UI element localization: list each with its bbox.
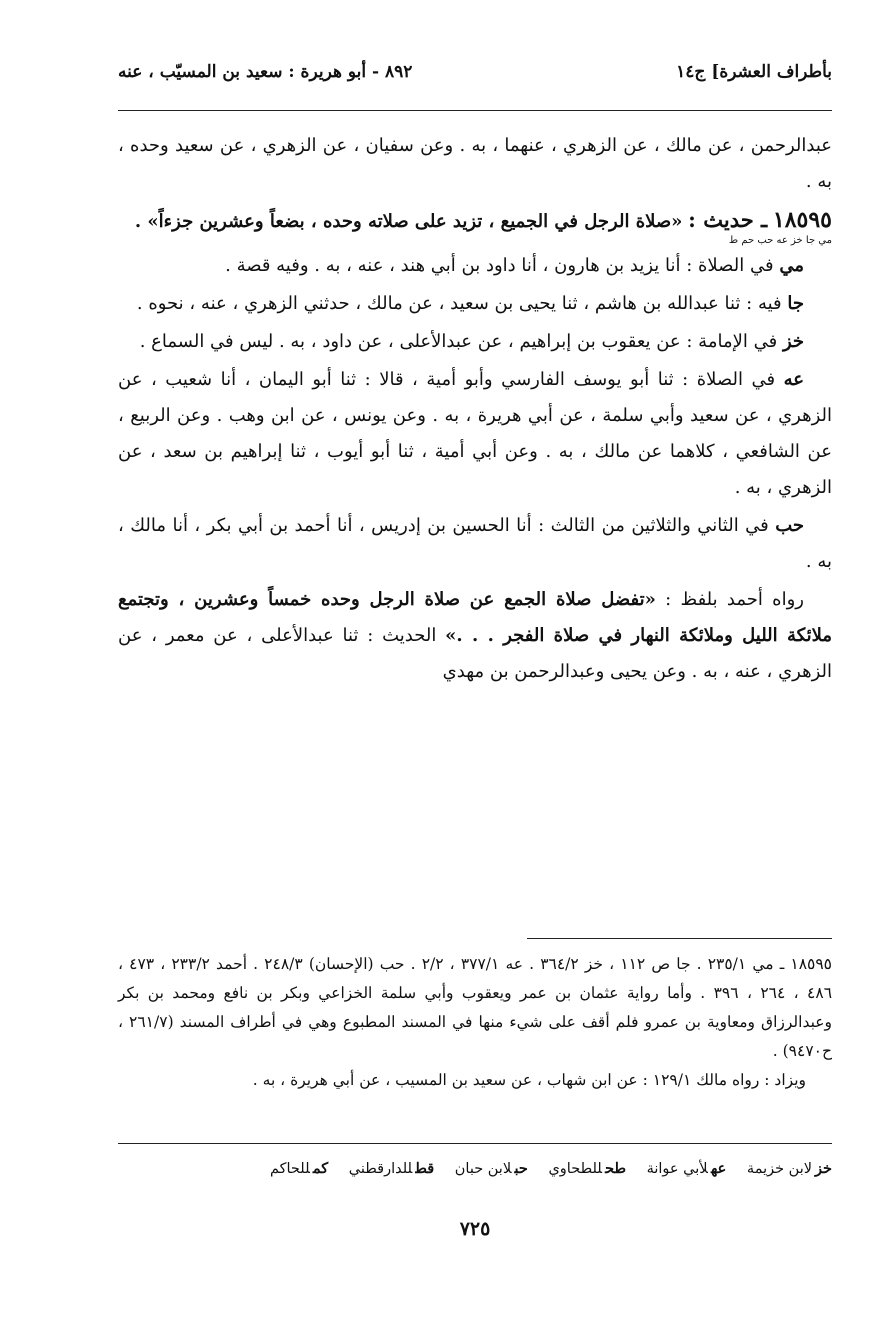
header-chapter-title: ٨٩٢ - أبو هريرة : سعيد بن المسيّب ، عنه bbox=[118, 62, 413, 82]
legend-item bbox=[455, 1160, 528, 1177]
hadith-text: «صلاة الرجل في الجميع ، تزيد على صلاته وحده ، بضعاً وعشرين جزءاً» . bbox=[134, 211, 683, 232]
legend-abbr: حب bbox=[514, 1160, 528, 1177]
legend-name: لابن حبان bbox=[454, 1161, 512, 1177]
abbreviation-legend bbox=[118, 1160, 832, 1177]
legend-abbr: خز bbox=[815, 1160, 832, 1177]
legend-abbr: كم bbox=[312, 1160, 329, 1177]
header-book-title: بأطراف العشرة] ج١٤ bbox=[676, 62, 832, 82]
hadith-label: ـ حديث : bbox=[688, 207, 768, 232]
footnotes bbox=[118, 950, 832, 1095]
source-text: في الإمامة : عن يعقوب بن إبراهيم ، عن عبدالأعلى ، عن داود ، به . ليس في السماع . bbox=[139, 331, 778, 352]
source-paragraph bbox=[118, 324, 832, 360]
source-text: في الثاني والثلاثين من الثالث : أنا الحسين بن إدريس ، أنا أحمد بن أبي بكر ، أنا مالك ، به . bbox=[118, 515, 832, 572]
source-siglum: جا bbox=[787, 293, 804, 314]
ahmad-rest: الحديث : ثنا عبدالأعلى ، عن معمر ، عن الزهري ، عنه ، به . وعن يحيى وعبدالرحمن بن مهدي bbox=[118, 625, 832, 682]
legend-item bbox=[747, 1160, 832, 1177]
legend-item bbox=[647, 1160, 727, 1177]
footnote: ويزاد : رواه مالك ١٢٩/١ : عن ابن شهاب ، عن سعيد بن المسيب ، عن أبي هريرة ، به . bbox=[252, 1071, 806, 1089]
legend-abbr: عه bbox=[710, 1160, 727, 1177]
source-paragraph bbox=[118, 508, 832, 580]
ahmad-prefix: رواه أحمد بلفظ : bbox=[665, 589, 804, 610]
source-paragraph bbox=[118, 286, 832, 322]
source-siglum: عه bbox=[783, 369, 804, 390]
legend-name: للطحاوي bbox=[548, 1161, 603, 1177]
hadith-number: ١٨٥٩٥ bbox=[772, 207, 832, 233]
legend-name: للدارقطني bbox=[348, 1161, 413, 1177]
hadith-sigla: مي جا خز عه حب حم ط bbox=[728, 235, 832, 246]
footnote-divider bbox=[527, 938, 832, 939]
running-header bbox=[118, 62, 832, 92]
legend-divider bbox=[118, 1143, 832, 1144]
main-text bbox=[118, 128, 832, 692]
legend-abbr: طح bbox=[605, 1160, 626, 1177]
legend-name: لأبي عوانة bbox=[646, 1161, 708, 1177]
source-text: في الصلاة : أنا يزيد بن هارون ، أنا داود بن أبي هند ، عنه ، به . وفيه قصة . bbox=[225, 255, 774, 276]
legend-item bbox=[270, 1160, 328, 1177]
source-siglum: خز bbox=[782, 331, 804, 352]
legend-name: لابن خزيمة bbox=[746, 1161, 813, 1177]
header-divider bbox=[118, 110, 832, 111]
page-number: ٧٢٥ bbox=[459, 1218, 491, 1240]
footnote: ١٨٥٩٥ ـ مي ٢٣٥/١ . جا ص ١١٢ ، خز ٣٦٤/٢ . عه ٣٧٧/١ ، ٢/٢ . حب (الإحسان) ٢٤٨/٣ . أحمد ٢٣٣/٢ ، ٤٧٣ ، ٤٨٦ ، ٢٦٤ ، ٣٩٦ . وأما رواية عثمان بن عمر ويعقوب وأبي سلمة الخزاعي وبكر بن نافع ومحمد بن بكر وعبدالرزاق ومعاوية بن عمرو فلم أقف على شيء منها في المسند المطبوع وهي في أطراف المسند (٢٦١/٧ ، ح٩٤٧٠) . bbox=[118, 955, 833, 1060]
source-siglum: مي bbox=[779, 255, 804, 276]
source-paragraph bbox=[118, 248, 832, 284]
legend-item bbox=[349, 1160, 434, 1177]
hadith-entry bbox=[118, 202, 832, 240]
book-page bbox=[118, 0, 832, 1321]
source-siglum: حب bbox=[775, 515, 804, 536]
ahmad-quote: «تفضل صلاة الجمع عن صلاة الرجل وحده خمساً وعشرين ، وتجتمع ملائكة الليل وملائكة النهار في صلاة الفجر . . .» bbox=[118, 589, 832, 646]
legend-item bbox=[548, 1160, 626, 1177]
source-paragraph bbox=[118, 362, 832, 506]
source-text: فيه : ثنا عبدالله بن هاشم ، ثنا يحيى بن سعيد ، عن مالك ، حدثني الزهري ، عنه ، نحوه . bbox=[136, 293, 782, 314]
source-text: في الصلاة : ثنا أبو يوسف الفارسي وأبو أمية ، قالا : ثنا أبو اليمان ، أنا شعيب ، عن الزهري ، عن سعيد وأبي سلمة ، عن أبي هريرة ، به . وعن يونس ، عن ابن وهب . وعن الربيع ، عن الشافعي ، كلاهما عن مالك ، به . وعن أبي أمية ، ثنا أبو أيوب ، ثنا إبراهيم بن سعد ، عن الزهري ، به . bbox=[118, 369, 832, 498]
ahmad-paragraph bbox=[118, 582, 832, 690]
legend-abbr: قط bbox=[415, 1160, 435, 1177]
legend-name: للحاكم bbox=[269, 1161, 310, 1177]
continuation-paragraph: عبدالرحمن ، عن مالك ، عن الزهري ، عنهما ، به . وعن سفيان ، عن الزهري ، عن سعيد وحده ، به . bbox=[118, 135, 832, 192]
